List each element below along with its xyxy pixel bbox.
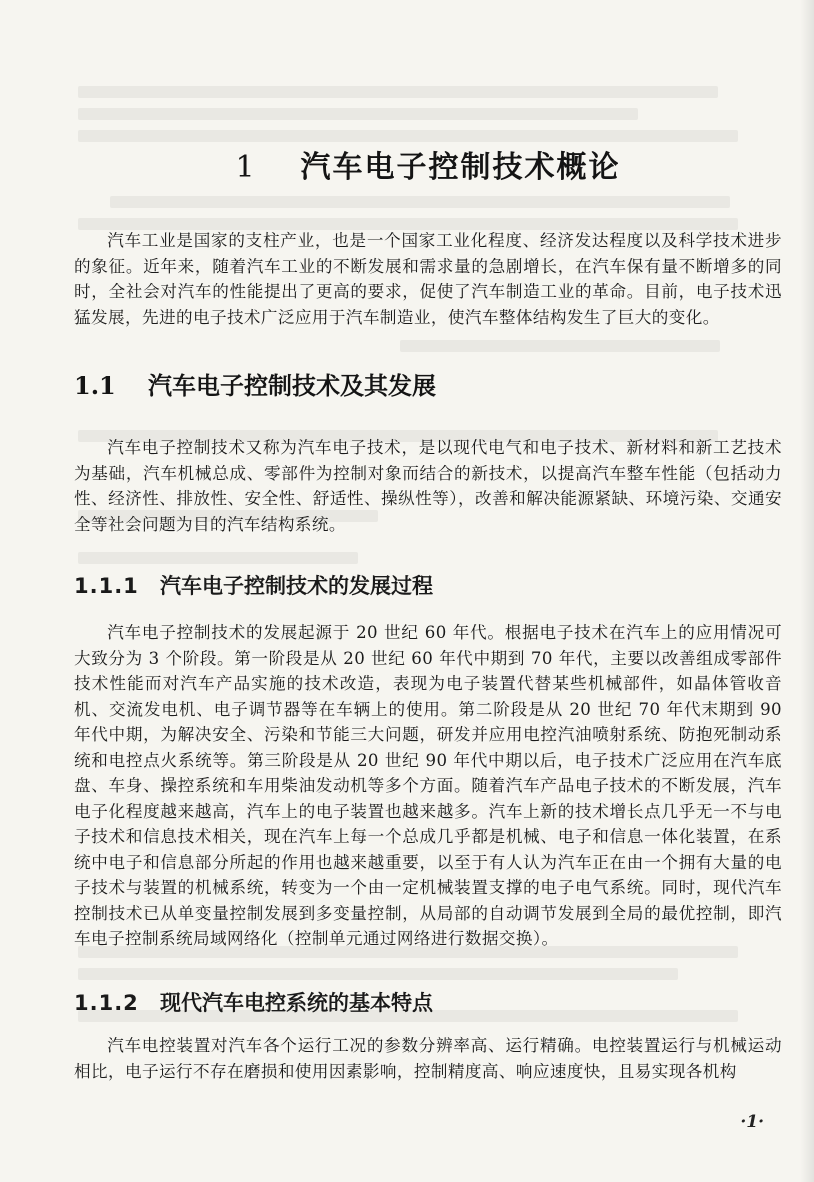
section-heading-1-1 (74, 366, 436, 401)
section-1-1-2-paragraph: 汽车电控装置对汽车各个运行工况的参数分辨率高、运行精确。电控装置运行与机械运动相比，电子运行不存在磨损和使用因素影响，控制精度高、响应速度快，且易实现各机构 (74, 1036, 782, 1081)
section-number: 1.1 (74, 371, 116, 400)
subsection-title: 汽车电子控制技术的发展过程 (160, 574, 433, 598)
subsection-title: 现代汽车电控系统的基本特点 (160, 991, 433, 1015)
chapter-number: 1 (235, 150, 257, 185)
section-1-1-paragraph: 汽车电子控制技术又称为汽车电子技术，是以现代电气和电子技术、新材料和新工艺技术为基础，汽车机械总成、零部件为控制对象而结合的新技术，以提高汽车整车性能（包括动力性、经济性、排放性、安全性、舒适性、操纵性等），改善和解决能源紧缺、环境污染、交通安全等社会问题为目的汽车结构系统。 (74, 438, 782, 534)
subsection-number: 1.1.2 (74, 991, 139, 1015)
intro-paragraph: 汽车工业是国家的支柱产业，也是一个国家工业化程度、经济发达程度以及科学技术进步的象征。近年来，随着汽车工业的不断发展和需求量的急剧增长，在汽车保有量不断增多的同时，全社会对汽车的性能提出了更高的要求，促使了汽车制造工业的革命。目前，电子技术迅猛发展，先进的电子技术广泛应用于汽车制造业，使汽车整体结构发生了巨大的变化。 (74, 231, 782, 327)
section-title: 汽车电子控制技术及其发展 (148, 371, 436, 400)
subsection-heading-1-1-2 (74, 987, 433, 1017)
page-edge-shadow (800, 0, 814, 1182)
chapter-heading (74, 142, 782, 186)
page-number: ·1· (740, 1112, 764, 1132)
section-1-1-1-paragraph: 汽车电子控制技术的发展起源于 20 世纪 60 年代。根据电子技术在汽车上的应用情况可大致分为 3 个阶段。第一阶段是从 20 世纪 60 年代中期到 70 年代，主要以改善组成零部件技术性能而对汽车产品实施的技术改造，表现为电子装置代替某些机械部件，如晶体管收音机、交流发电机、电子调节器等在车辆上的使用。第二阶段是从 20 世纪 70 年代末期到 90 年代中期，为解决安全、污染和节能三大问题，研发并应用电控汽油喷射系统、防抱死制动系统和电控点火系统等。第三阶段是从 20 世纪 90 年代中期以后，电子技术广泛应用在汽车底盘、车身、操控系统和车用柴油发动机等多个方面。随着汽车产品电子技术的不断发展，汽车电子化程度越来越高，汽车上的电子装置也越来越多。汽车上新的技术增长点几乎无一不与电子技术和信息技术相关，现在汽车上每一个总成几乎都是机械、电子和信息一体化装置，在系统中电子和信息部分所起的作用也越来越重要，以至于有人认为汽车正在由一个拥有大量的电子技术与装置的机械系统，转变为一个由一定机械装置支撑的电子电气系统。同时，现代汽车控制技术已从单变量控制发展到多变量控制，从局部的自动调节发展到全局的最优控制，即汽车电子控制系统局域网络化（控制单元通过网络进行数据交换）。 (74, 623, 782, 948)
subsection-heading-1-1-1 (74, 570, 433, 600)
chapter-title: 汽车电子控制技术概论 (300, 150, 621, 185)
subsection-number: 1.1.1 (74, 574, 139, 598)
